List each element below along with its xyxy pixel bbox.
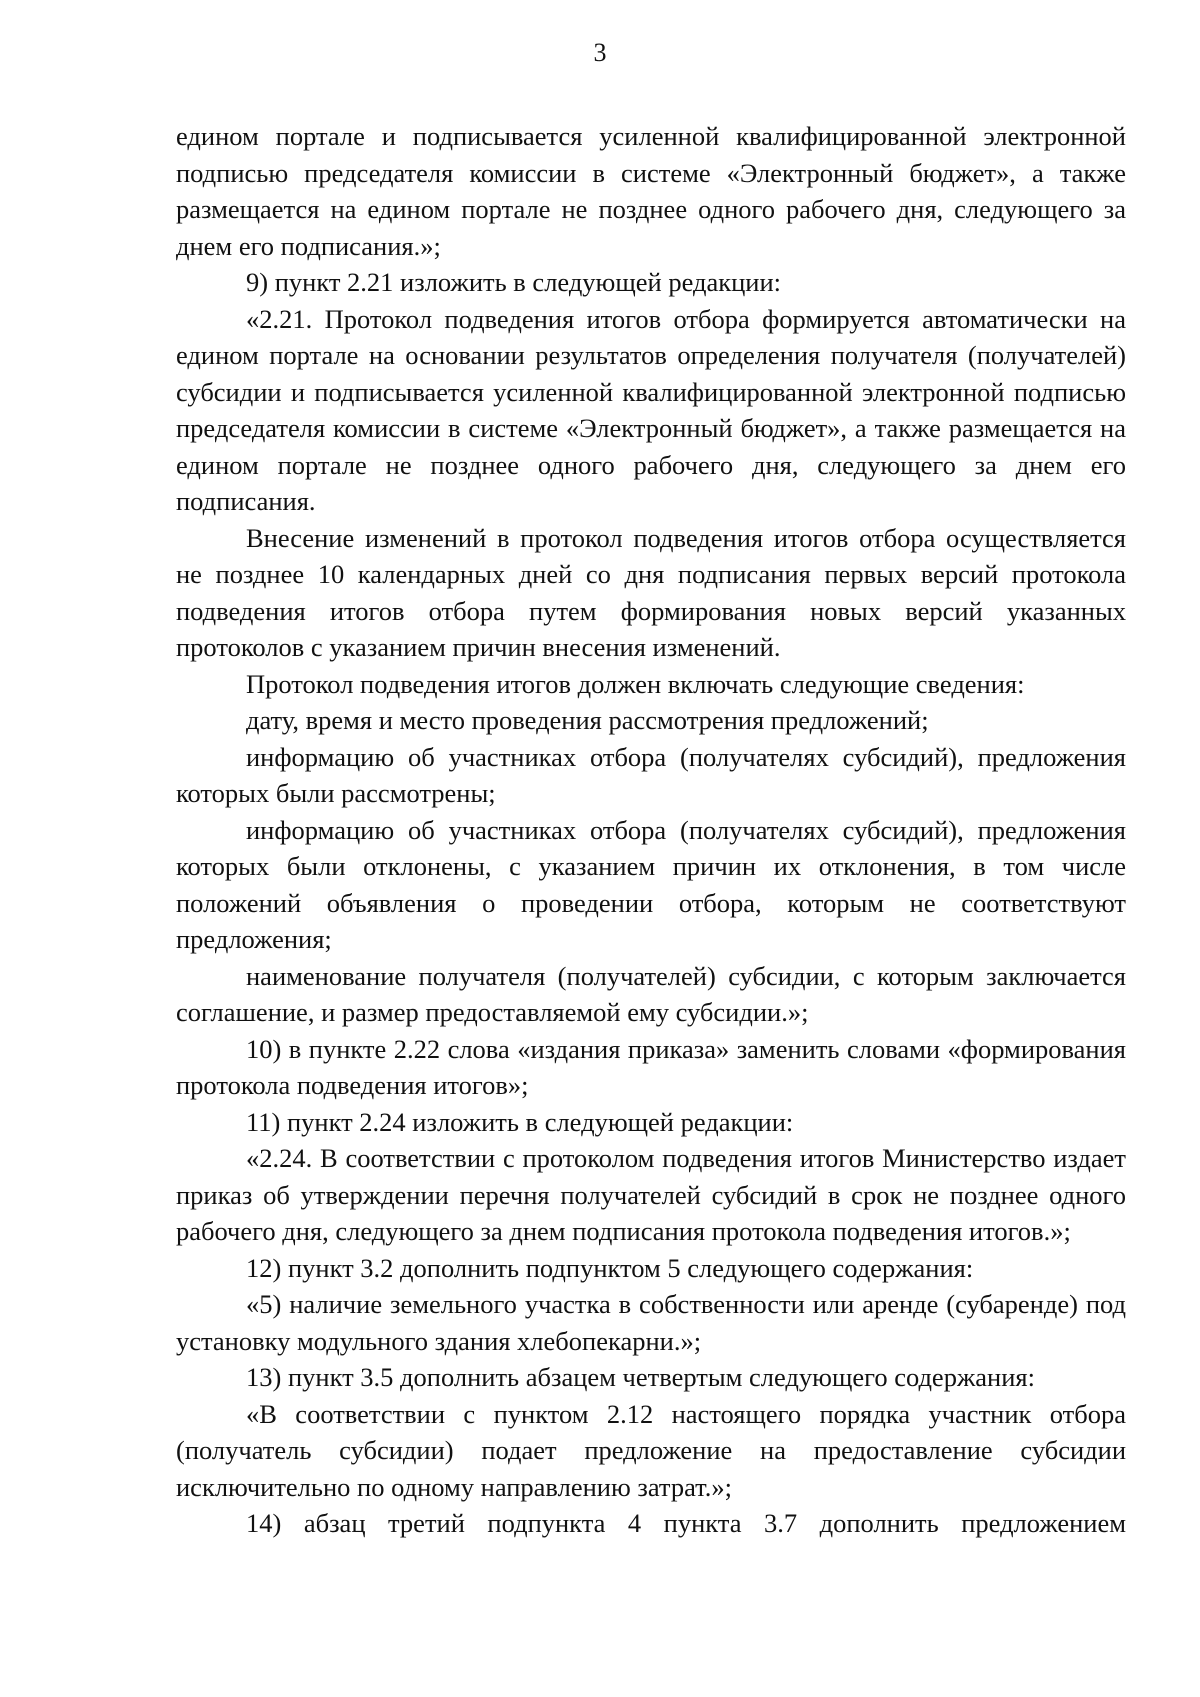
paragraph-item-11: 11) пункт 2.24 изложить в следующей редакции: [246, 1106, 794, 1137]
paragraph-item-12: 12) пункт 3.2 дополнить подпунктом 5 следующего содержания: [246, 1252, 974, 1283]
page-number: 3 [593, 38, 607, 67]
paragraph-protocol-contents: Протокол подведения итогов должен включать следующие сведения: [246, 668, 1025, 699]
paragraph-amendments: Внесение изменений в протокол подведения итогов отбора осуществляется не позднее 10 календарных дней со дня подписания первых версий протокола подведения итогов отбора путем формирования новых версий указанных протоколов с указанием причин внесения изменений. [176, 522, 1126, 662]
paragraph-continuation: едином портале и подписывается усиленной квалифицированной электронной подписью председателя комиссии в системе «Электронный бюджет», а также размещается на едином портале не позднее одного рабочего дня, следующего за днем его подписания.»; [176, 121, 1126, 261]
paragraph-participants-rejected: информацию об участниках отбора (получателях субсидий), предложения которых были отклонены, с указанием причин их отклонения, в том числе положений объявления о проведении отбора, которым не соответствуют предложения; [176, 814, 1126, 954]
paragraph-clause-2-24: «2.24. В соответствии с протоколом подведения итогов Министерство издает приказ об утверждении перечня получателей субсидий в срок не позднее одного рабочего дня, следующего за днем подписания протокола подведения итогов.»; [176, 1143, 1126, 1246]
paragraph-item-9: 9) пункт 2.21 изложить в следующей редакции: [246, 267, 782, 297]
paragraph-item-14: 14) абзац третий подпункта 4 пункта 3.7 дополнить предложением [246, 1508, 1126, 1538]
paragraph-item-10: 10) в пункте 2.22 слова «издания приказа» заменить словами «формирования протокола подведения итогов»; [176, 1033, 1126, 1100]
paragraph-date-time-place: дату, время и место проведения рассмотрения предложений; [246, 705, 929, 735]
document-body [176, 118, 1126, 1542]
paragraph-subclause-5: «5) наличие земельного участка в собственности или аренде (субаренде) под установку модульного здания хлебопекарни.»; [176, 1289, 1126, 1356]
paragraph-clause-2-21: «2.21. Протокол подведения итогов отбора формируется автоматически на едином портале на основании результатов определения получателя (получателей) субсидии и подписывается усиленной квалифицированной электронной подписью председателя комиссии в системе «Электронный бюджет», а также размещается на едином портале не позднее одного рабочего дня, следующего за днем его подписания. [176, 303, 1126, 516]
paragraph-recipient-name: наименование получателя (получателей) субсидии, с которым заключается соглашение, и размер предоставляемой ему субсидии.»; [176, 960, 1126, 1027]
paragraph-item-13: 13) пункт 3.5 дополнить абзацем четвертым следующего содержания: [246, 1362, 1035, 1392]
paragraph-clause-3-5-addition: «В соответствии с пунктом 2.12 настоящего порядка участник отбора (получатель субсидии) подает предложение на предоставление субсидии исключительно по одному направлению затрат.»; [176, 1398, 1126, 1502]
paragraph-participants-reviewed: информацию об участниках отбора (получателях субсидий), предложения которых были рассмотрены; [176, 741, 1126, 808]
